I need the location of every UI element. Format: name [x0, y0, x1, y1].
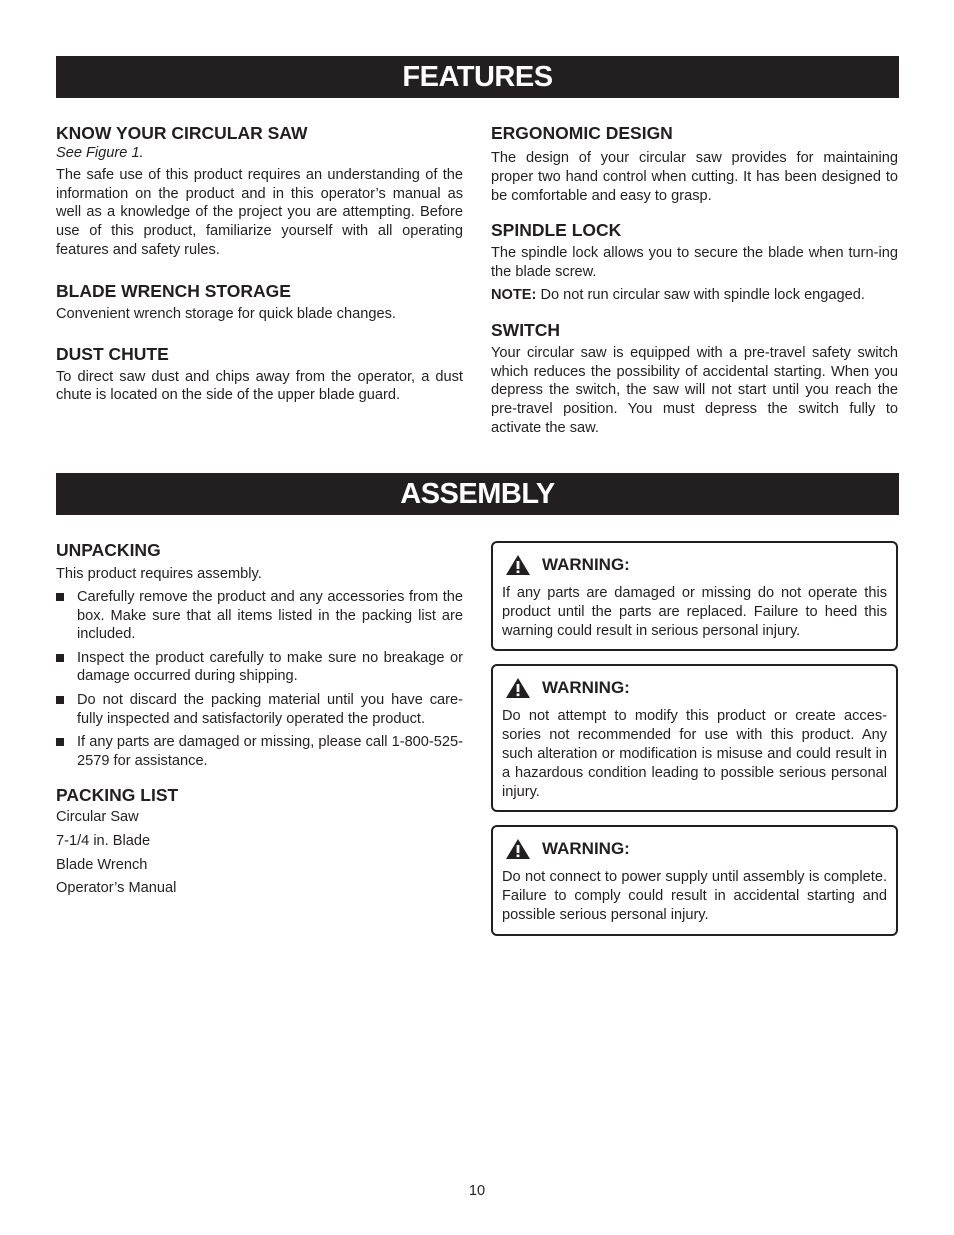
warning-box	[491, 825, 898, 935]
know-saw-heading: KNOW YOUR CIRCULAR SAW	[56, 123, 308, 143]
spindle-lock-heading: SPINDLE LOCK	[491, 220, 622, 241]
assembly-right-column	[491, 541, 898, 949]
ergonomic-heading: ERGONOMIC DESIGN	[491, 123, 673, 143]
wrench-storage-heading: BLADE WRENCH STORAGE	[56, 280, 291, 301]
unpacking-section	[56, 539, 463, 770]
switch-heading: SWITCH	[491, 319, 561, 340]
features-banner: FEATURES	[56, 56, 899, 98]
bullet-square-icon	[56, 696, 64, 704]
bullet-square-icon	[56, 654, 64, 662]
bullet-text: Do not discard the packing material until you have care-fully inspected and satisfactorily operated the product.	[77, 691, 463, 727]
dust-chute-body: To direct saw dust and chips away from the operator, a dust chute is located on the side of the upper blade guard.	[56, 368, 463, 404]
bullet-text: Inspect the product carefully to make sure no breakage or damage occurred during shipping.	[77, 649, 463, 685]
dust-chute-section	[56, 343, 463, 406]
warning-label: WARNING:	[542, 555, 630, 574]
warning-triangle-icon	[505, 554, 531, 576]
page-number: 10	[468, 1183, 486, 1199]
unpacking-bullet-list	[56, 588, 463, 771]
ergonomic-body: The design of your circular saw provides for maintaining proper two hand control when cutting. It has been designed to be comfortable and easy to grasp.	[491, 150, 898, 204]
packing-list-item: Circular Saw	[56, 809, 139, 826]
warning-triangle-icon	[505, 838, 531, 860]
bullet-text: Carefully remove the product and any accessories from the box. Make sure that all items listed in the packing list are included.	[77, 588, 463, 643]
spindle-lock-note	[491, 286, 898, 305]
warning-label: WARNING:	[542, 678, 630, 698]
switch-section	[491, 319, 898, 438]
packing-list-section	[56, 784, 463, 900]
spindle-lock-section	[491, 219, 898, 304]
spindle-lock-body: The spindle lock allows you to secure the blade when turn-ing the blade screw.	[491, 245, 898, 281]
warning-header	[502, 676, 887, 700]
wrench-storage-body: Convenient wrench storage for quick blade changes.	[56, 305, 396, 322]
list-item	[56, 588, 463, 644]
know-saw-body: The safe use of this product requires an understanding of the information on the product and in this operator’s manual as well as a knowledge of the project you are attempting. Before use of this product, familiarize yourself with all operating features and safety rules.	[56, 166, 463, 258]
packing-list-item: 7-1/4 in. Blade	[56, 833, 151, 850]
warning-header	[502, 837, 887, 861]
note-label: NOTE:	[491, 286, 537, 303]
warning-label: WARNING:	[542, 839, 630, 859]
warning-triangle-icon	[505, 677, 531, 699]
list-item	[56, 649, 463, 687]
packing-list-heading: PACKING LIST	[56, 785, 179, 806]
wrench-storage-section	[56, 280, 463, 324]
bullet-text: If any parts are damaged or missing, please call 1-800-525-2579 for assistance.	[77, 733, 463, 769]
unpacking-intro: This product requires assembly.	[56, 566, 262, 582]
warning-body: Do not connect to power supply until assembly is complete. Failure to comply could result in accidental starting and possible serious personal injury.	[502, 869, 887, 923]
list-item	[56, 691, 463, 729]
features-right-column	[491, 122, 898, 452]
warning-box	[491, 541, 898, 651]
unpacking-heading: UNPACKING	[56, 540, 161, 560]
assembly-banner: ASSEMBLY	[56, 473, 899, 515]
features-left-column	[56, 122, 463, 419]
figure-reference: See Figure 1.	[56, 145, 144, 161]
list-item	[56, 733, 463, 771]
dust-chute-heading: DUST CHUTE	[56, 343, 169, 364]
warning-body: If any parts are damaged or missing do not operate this product until the parts are replaced. Failure to heed this warning could result in serious personal injury.	[502, 585, 887, 639]
warning-box	[491, 664, 898, 812]
packing-list-item: Operator’s Manual	[56, 880, 177, 897]
switch-body: Your circular saw is equipped with a pre-travel safety switch which reduces the possibility of accidental starting. When you depress the switch, the saw will not start until you reach the pre-travel position. You must depress the switch fully to activate the saw.	[491, 344, 898, 436]
packing-list-item: Blade Wrench	[56, 856, 148, 873]
know-saw-section	[56, 122, 463, 260]
bullet-square-icon	[56, 593, 64, 601]
bullet-square-icon	[56, 738, 64, 746]
note-text: Do not run circular saw with spindle lock engaged.	[536, 286, 865, 303]
ergonomic-section	[491, 122, 898, 205]
assembly-left-column	[56, 539, 463, 915]
warning-header	[502, 553, 887, 577]
warning-body: Do not attempt to modify this product or create acces-sories not recommended for use with this product. Any such alteration or modification is misuse and could result in a hazardous condition leading to possible serious personal injury.	[502, 708, 887, 800]
